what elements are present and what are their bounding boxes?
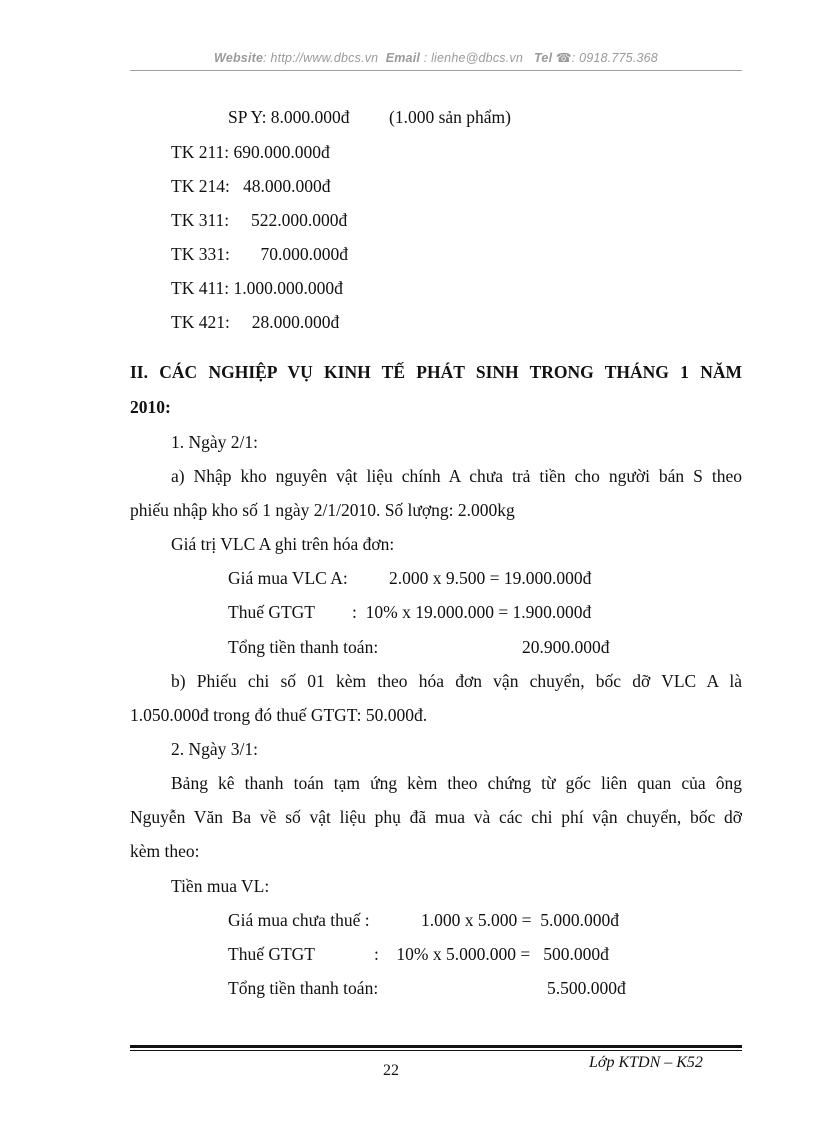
section-title: II. CÁC NGHIỆP VỤ KINH TẾ PHÁT SINH TRONG THÁNG 1 NĂM [130, 362, 742, 382]
website-value: : http://www.dbcs.vn [263, 51, 379, 65]
balance-sp-y: SP Y: 8.000.000đ [228, 107, 350, 127]
item-a-line1: a) Nhập kho nguyên vật liệu chính A chưa trả tiền cho người bán S theo [171, 466, 742, 486]
balance-tk311: TK 311: 522.000.000đ [171, 210, 348, 230]
website-label: Website [214, 51, 264, 65]
statement-line1: Bảng kê thanh toán tạm ứng kèm theo chứng từ gốc liên quan của ông [171, 773, 742, 793]
page-header [130, 50, 742, 65]
balance-tk421: TK 421: 28.000.000đ [171, 312, 340, 332]
vat-value: : 10% x 19.000.000 = 1.900.000đ [352, 602, 592, 622]
purchase-price-value: 2.000 x 9.500 = 19.000.000đ [389, 568, 592, 588]
day-2-heading: 2. Ngày 3/1: [171, 739, 259, 759]
pre-tax-price-label: Giá mua chưa thuế : [228, 910, 370, 930]
total2-label: Tổng tiền thanh toán: [228, 978, 379, 998]
balance-tk331: TK 331: 70.000.000đ [171, 244, 348, 264]
header-divider [130, 70, 742, 71]
email-label: Email [385, 51, 421, 65]
pre-tax-price-value: 1.000 x 5.000 = 5.000.000đ [421, 910, 619, 930]
balance-sp-y-qty: (1.000 sản phẩm) [389, 107, 511, 127]
total-label: Tổng tiền thanh toán: [228, 637, 379, 657]
page-number: 22 [383, 1062, 399, 1079]
total2-value: 5.500.000đ [547, 978, 626, 998]
item-a-line2: phiếu nhập kho số 1 ngày 2/1/2010. Số lượng: 2.000kg [130, 500, 515, 520]
item-b-line1: b) Phiếu chi số 01 kèm theo hóa đơn vận chuyển, bốc dỡ VLC A là [171, 671, 742, 691]
tel-value: : 0918.775.368 [571, 51, 658, 65]
material-cost-label: Tiền mua VL: [171, 876, 270, 896]
item-b-line2: 1.050.000đ trong đó thuế GTGT: 50.000đ. [130, 705, 428, 725]
vat2-label: Thuế GTGT [228, 944, 315, 964]
balance-tk411: TK 411: 1.000.000.000đ [171, 278, 343, 298]
day-1-heading: 1. Ngày 2/1: [171, 432, 259, 452]
vat-label: Thuế GTGT [228, 602, 315, 622]
vat2-value: : 10% x 5.000.000 = 500.000đ [374, 944, 609, 964]
section-title-year: 2010: [130, 397, 171, 417]
balance-tk211: TK 211: 690.000.000đ [171, 142, 330, 162]
email-value: : lienhe@dbcs.vn [423, 51, 524, 65]
phone-icon: ☎ [555, 51, 572, 65]
balance-tk214: TK 214: 48.000.000đ [171, 176, 331, 196]
vlc-value-label: Giá trị VLC A ghi trên hóa đơn: [171, 534, 395, 554]
footer-divider-thick [130, 1045, 742, 1048]
tel-label: Tel [534, 51, 553, 65]
total-value: 20.900.000đ [522, 637, 610, 657]
statement-line3: kèm theo: [130, 841, 200, 861]
footer-divider-thin [130, 1050, 742, 1051]
statement-line2: Nguyễn Văn Ba về số vật liệu phụ đã mua và các chi phí vận chuyển, bốc dỡ [130, 807, 742, 827]
purchase-price-label: Giá mua VLC A: [228, 568, 348, 588]
class-name: Lớp KTDN – K52 [589, 1054, 703, 1071]
